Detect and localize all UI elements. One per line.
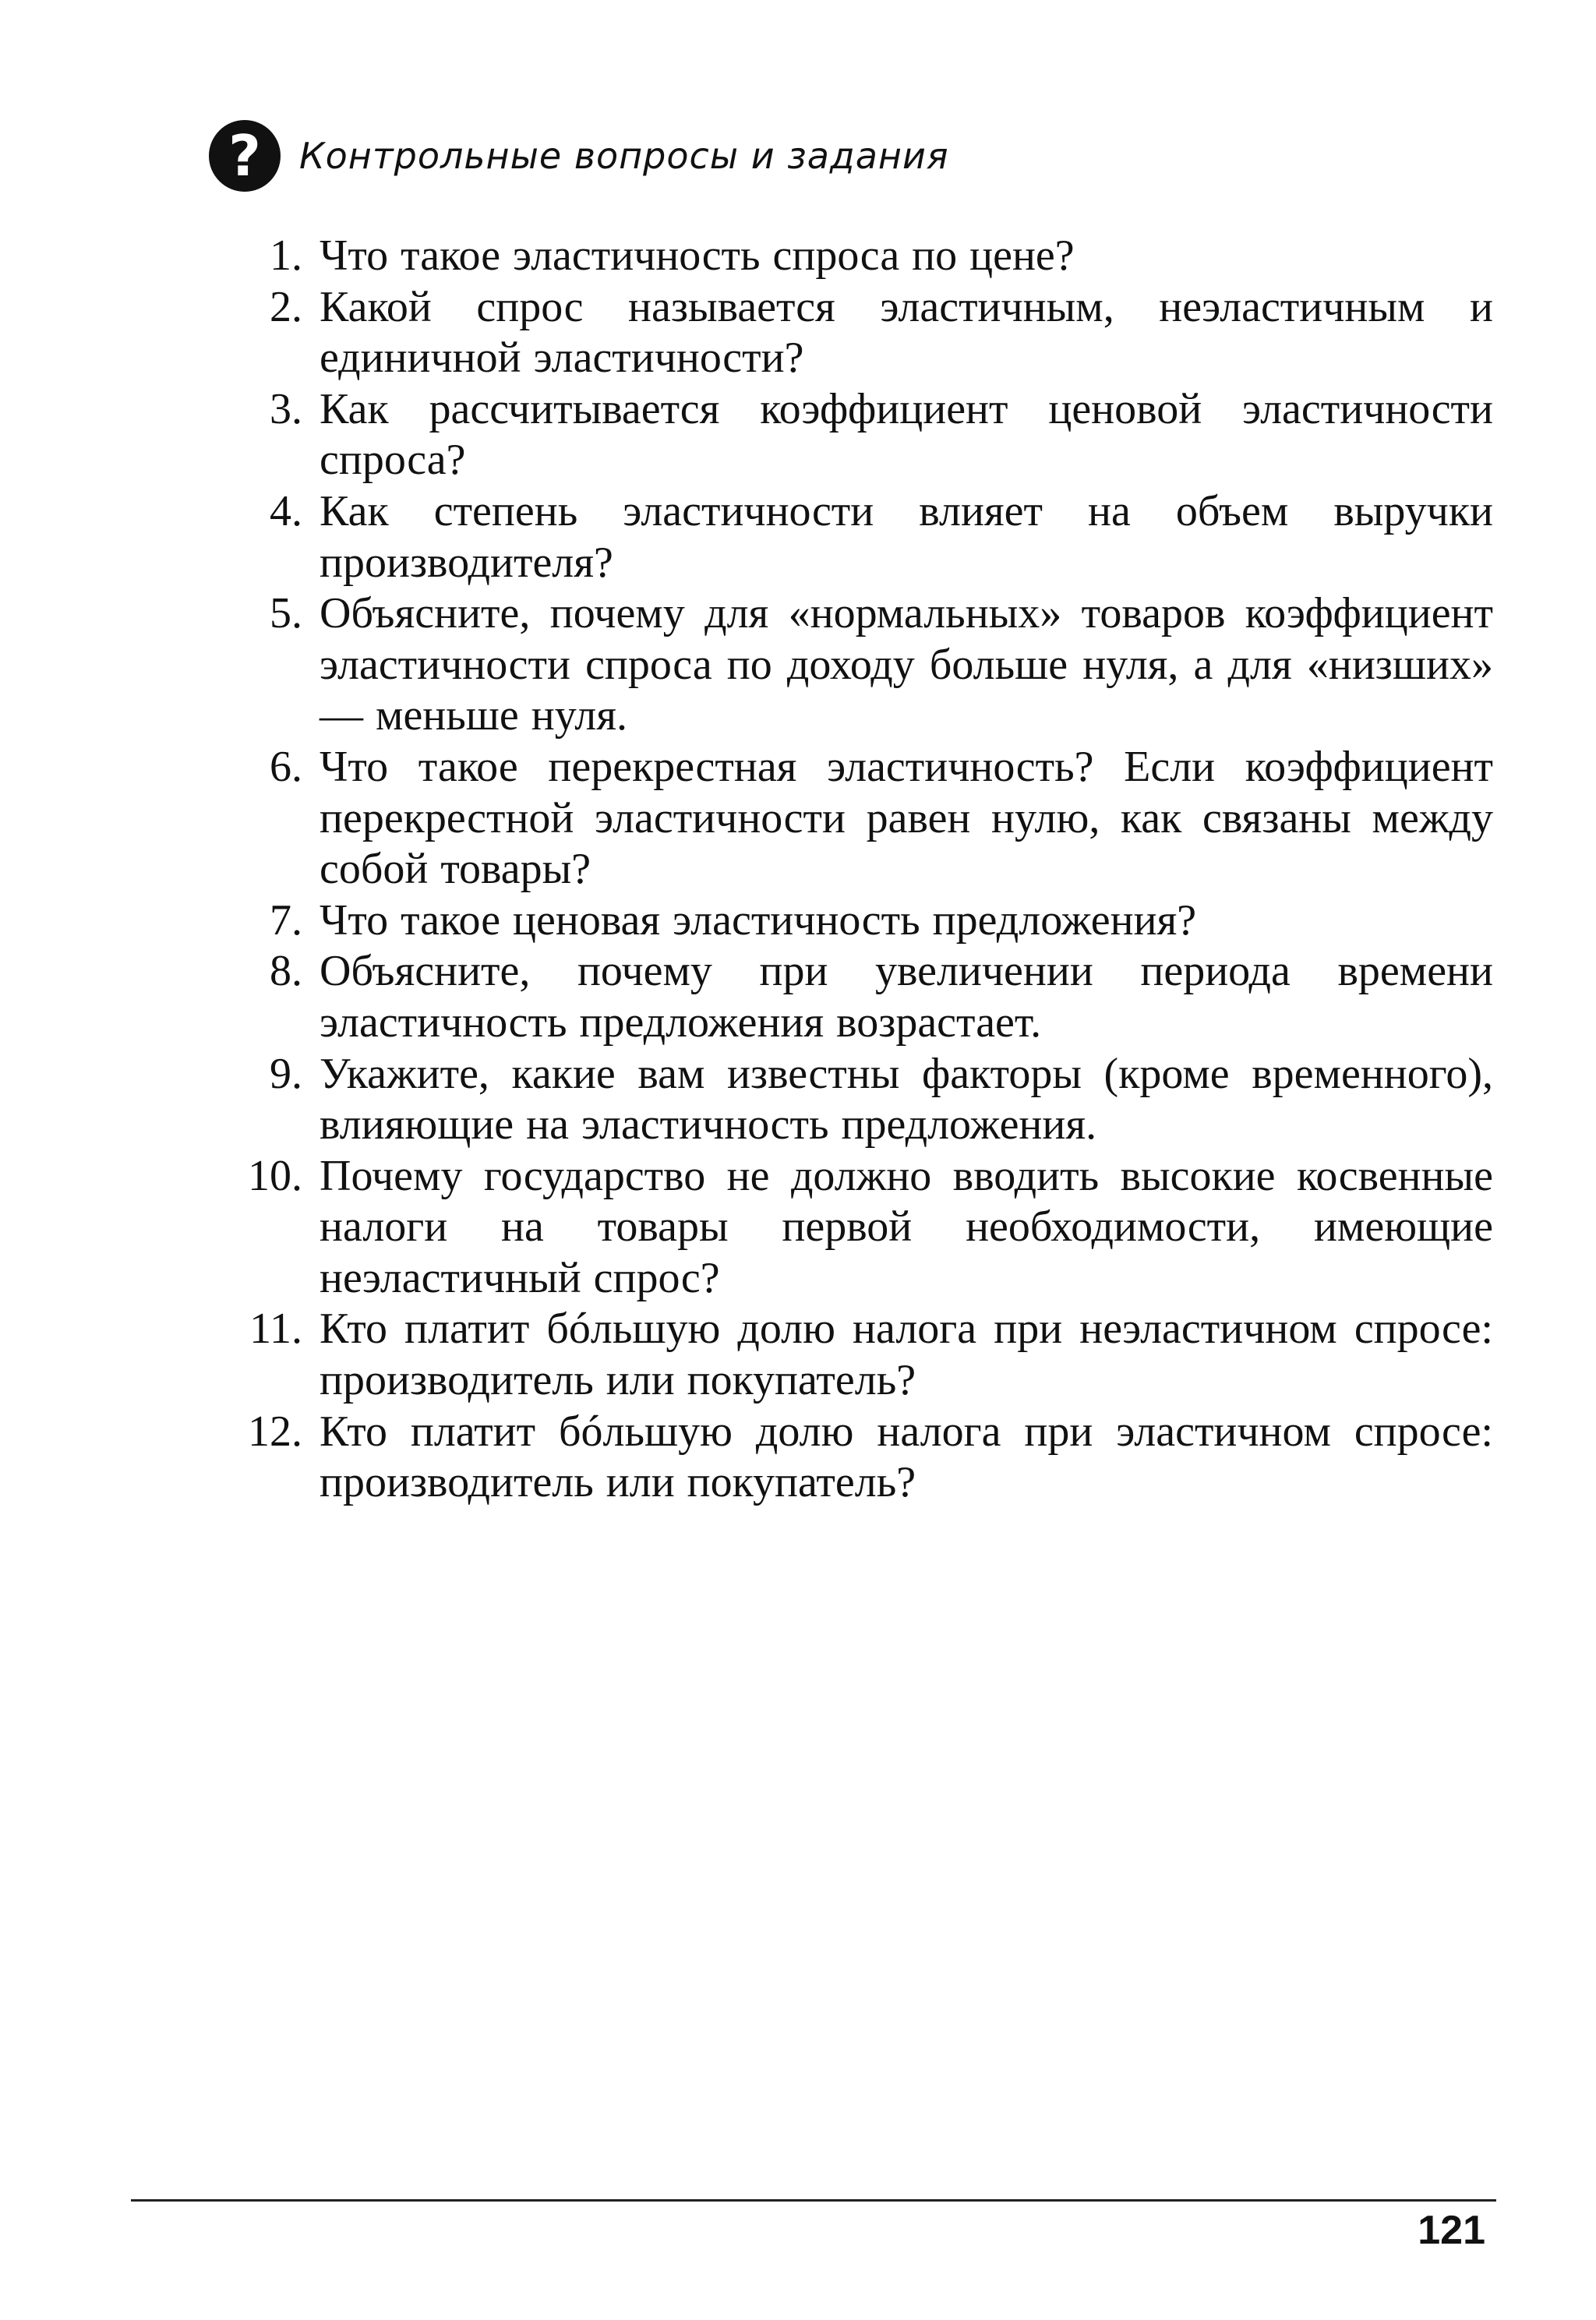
question-item bbox=[209, 1049, 1493, 1151]
page-number: 121 bbox=[1418, 2208, 1485, 2253]
question-item bbox=[209, 1407, 1493, 1509]
question-text: Как степень эластичности влияет на объем выручки производителя? bbox=[320, 486, 1493, 587]
question-number: 2. bbox=[270, 282, 302, 331]
section-heading bbox=[209, 118, 949, 193]
question-item bbox=[209, 742, 1493, 895]
question-number: 12. bbox=[248, 1407, 302, 1456]
question-number: 4. bbox=[270, 486, 302, 535]
question-text: Как рассчитывается коэффициент ценовой эластичности спроса? bbox=[320, 384, 1493, 485]
question-text: Кто платит бóльшую долю налога при неэластичном спросе: производитель или покупатель? bbox=[320, 1305, 1493, 1405]
question-text: Объясните, почему для «нормальных» товаров коэффициент эластичности спроса по доходу больше нуля, а для «низших» — меньше нуля. bbox=[320, 589, 1493, 740]
question-item bbox=[209, 1304, 1493, 1406]
question-item bbox=[209, 588, 1493, 742]
question-item bbox=[209, 486, 1493, 588]
question-number: 8. bbox=[270, 947, 302, 996]
question-text: Что такое ценовая эластичность предложения? bbox=[320, 895, 1197, 945]
question-item bbox=[209, 231, 1493, 282]
question-item bbox=[209, 282, 1493, 384]
question-number: 3. bbox=[270, 384, 302, 433]
question-item bbox=[209, 1151, 1493, 1305]
question-text: Что такое эластичность спроса по цене? bbox=[320, 231, 1075, 280]
question-text: Кто платит бóльшую долю налога при эластичном спросе: производитель или покупатель? bbox=[320, 1407, 1493, 1507]
question-number: 5. bbox=[270, 589, 302, 638]
question-number: 10. bbox=[248, 1151, 302, 1200]
question-item bbox=[209, 895, 1493, 947]
question-text: Какой спрос называется эластичным, неэластичным и единичной эластичности? bbox=[320, 282, 1493, 383]
question-text: Что такое перекрестная эластичность? Если коэффициент перекрестной эластичности равен нулю, как связаны между собой товары? bbox=[320, 742, 1493, 894]
question-text: Почему государство не должно вводить высокие косвенные налоги на товары первой необходимости, имеющие неэластичный спрос? bbox=[320, 1151, 1493, 1302]
footer-divider bbox=[131, 2199, 1496, 2202]
question-number: 11. bbox=[249, 1305, 302, 1354]
question-text: Укажите, какие вам известны факторы (кроме временного), влияющие на эластичность предложения. bbox=[320, 1049, 1493, 1149]
question-number: 1. bbox=[270, 231, 302, 280]
question-number: 9. bbox=[270, 1049, 302, 1098]
question-mark-circle-icon: ? bbox=[209, 120, 281, 192]
question-item bbox=[209, 946, 1493, 1048]
section-title: Контрольные вопросы и задания bbox=[299, 135, 949, 177]
question-text: Объясните, почему при увеличении периода времени эластичность предложения возрастает. bbox=[320, 947, 1493, 1047]
questions-list bbox=[209, 231, 1493, 1509]
question-number: 6. bbox=[270, 742, 302, 791]
question-number: 7. bbox=[270, 895, 302, 945]
question-item bbox=[209, 384, 1493, 486]
